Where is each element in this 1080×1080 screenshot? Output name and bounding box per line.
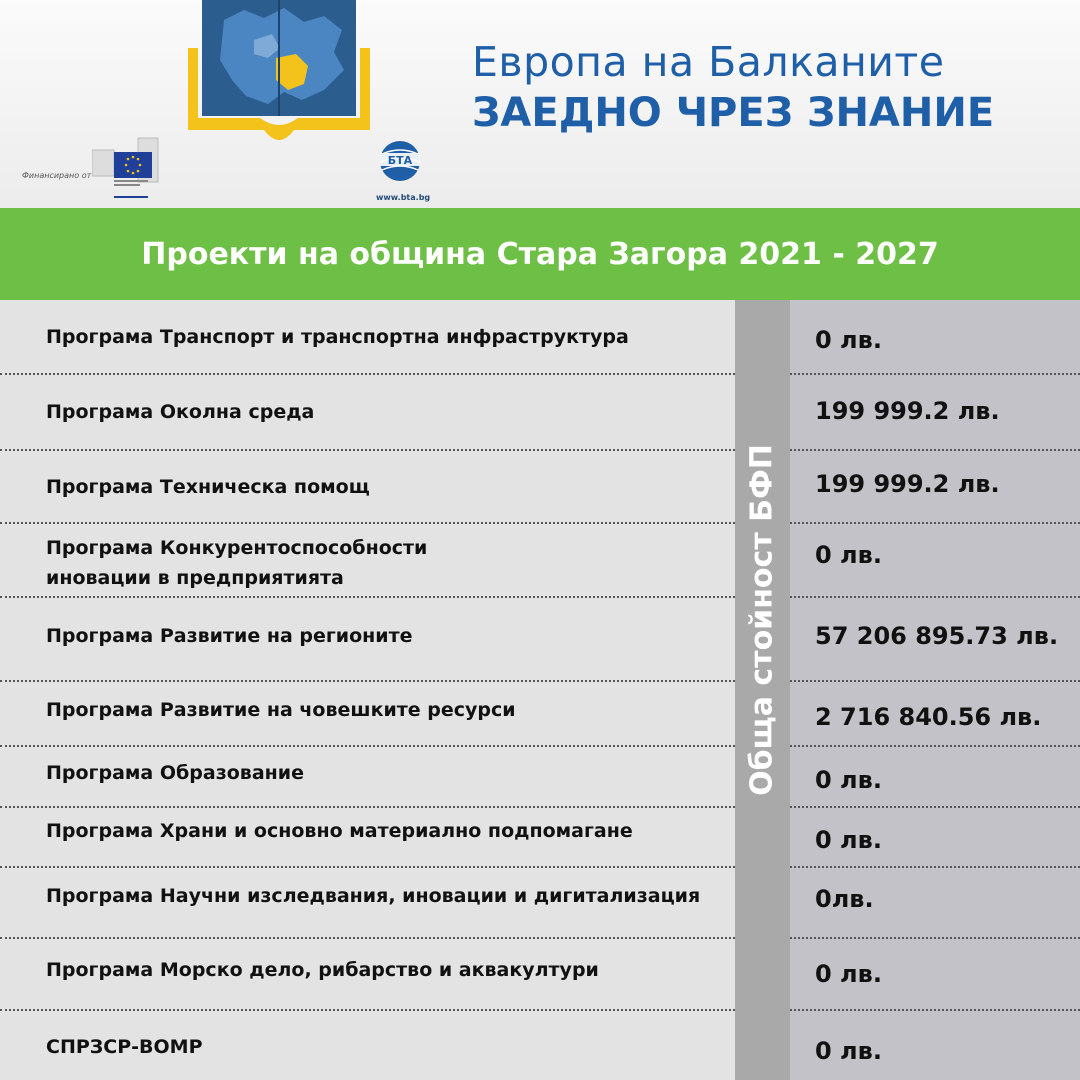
row-divider [0,596,735,598]
program-name: СПРЗСР-ВОМР [46,1036,203,1058]
row-divider [0,745,735,747]
row-divider [790,522,1080,524]
program-value: 0 лв. [815,960,882,988]
program-value: 0лв. [815,885,874,913]
program-name: Програма Околна среда [46,401,315,423]
header-banner [0,0,1080,208]
row-divider [790,866,1080,868]
program-value: 199 999.2 лв. [815,470,1000,498]
program-name: Програма Транспорт и транспортна инфраструктура [46,326,629,348]
bta-globe-logo-icon [374,140,426,182]
bta-logo-text: БТА [387,154,413,167]
row-divider [0,522,735,524]
row-divider [790,449,1080,451]
program-name: Програма Храни и основно материално подпомагане [46,820,633,842]
row-divider [790,373,1080,375]
brand-line-1: Европа на Балканите [472,38,945,86]
program-value: 2 716 840.56 лв. [815,703,1042,731]
program-value: 57 206 895.73 лв. [815,622,1059,650]
program-value: 199 999.2 лв. [815,397,1000,425]
row-divider [0,373,735,375]
program-value: 0 лв. [815,326,882,354]
title-bar [0,208,1080,300]
row-divider [790,1009,1080,1011]
brand-line-2: ЗАЕДНО ЧРЕЗ ЗНАНИЕ [472,90,995,136]
page-title: Проекти на община Стара Загора 2021 - 2027 [141,236,939,272]
program-name: Програма Образование [46,762,304,784]
row-divider [0,680,735,682]
program-name: Програма Морско дело, рибарство и аквакултури [46,959,599,981]
funded-by-label: Финансирано от [22,171,92,180]
row-divider [0,1009,735,1011]
bta-url: www.bta.bg [376,193,431,202]
row-divider [790,806,1080,808]
row-divider [0,806,735,808]
program-name: Програма Техническа помощ [46,476,370,498]
program-name-line-2: иновации в предприятията [46,567,344,589]
program-name: Програма Конкурентоспособности [46,537,428,559]
program-name: Програма Научни изследвания, иновации и дигитализация [46,885,701,907]
total-value-column-label: Обща стойност БФП [744,444,780,796]
program-value: 0 лв. [815,766,882,794]
program-name: Програма Развитие на регионите [46,625,413,647]
row-divider [790,745,1080,747]
row-divider [0,449,735,451]
europe-book-logo-icon [184,0,374,150]
european-commission-logo-icon [92,130,162,200]
program-name: Програма Развитие на човешките ресурси [46,699,516,721]
row-divider [790,596,1080,598]
program-value: 0 лв. [815,1037,882,1065]
row-divider [790,680,1080,682]
program-value: 0 лв. [815,541,882,569]
row-divider [0,866,735,868]
row-divider [0,937,735,939]
program-value: 0 лв. [815,826,882,854]
row-divider [790,937,1080,939]
